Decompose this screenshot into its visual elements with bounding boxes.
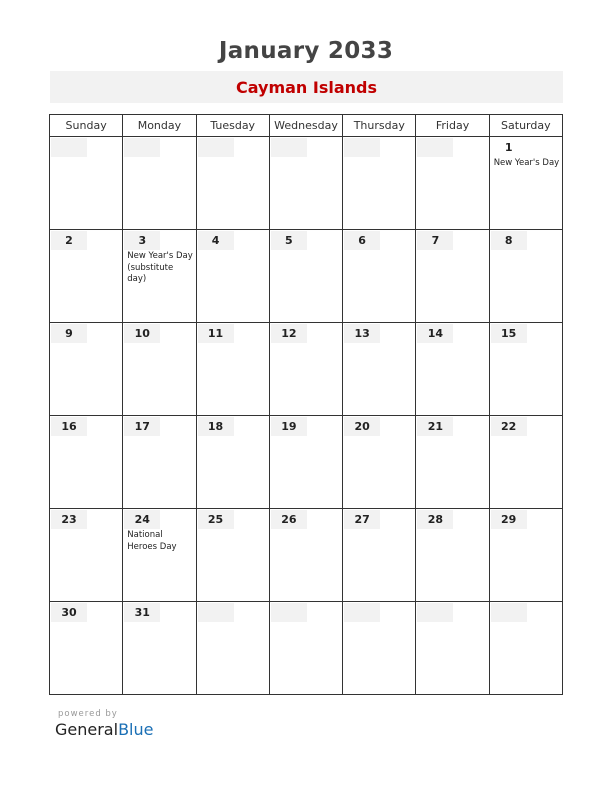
day-cell (123, 323, 196, 416)
day-number: 12 (281, 327, 297, 340)
day-number-box (198, 138, 234, 157)
day-cell (269, 323, 342, 416)
day-number-box (271, 417, 307, 436)
day-number: 5 (285, 234, 293, 247)
day-number-box (417, 603, 453, 622)
day-number-box (124, 417, 160, 436)
day-cell (123, 137, 196, 230)
day-number-box (417, 138, 453, 157)
day-cell (50, 137, 123, 230)
day-number-box (344, 324, 380, 343)
day-number-box (344, 603, 380, 622)
day-number: 2 (65, 234, 73, 247)
day-number: 14 (427, 327, 444, 340)
day-number: 29 (501, 513, 517, 526)
day-number: 31 (134, 606, 150, 619)
day-number-box (271, 231, 307, 250)
day-number-box (344, 510, 380, 529)
day-cell (416, 602, 489, 695)
region-name: Cayman Islands (235, 78, 378, 97)
day-number-box (198, 324, 234, 343)
weekday-thursday: Thursday (343, 115, 416, 137)
weekday-sunday: Sunday (50, 115, 123, 137)
day-number: 7 (431, 234, 440, 247)
day-cell (343, 323, 416, 416)
day-cell (196, 230, 269, 323)
day-cell (50, 509, 123, 602)
day-cell (196, 602, 269, 695)
day-number: 10 (134, 327, 150, 340)
day-number: 11 (207, 327, 224, 340)
day-cell (269, 230, 342, 323)
day-cell (489, 323, 562, 416)
day-number: 17 (134, 420, 150, 433)
day-cell (269, 602, 342, 695)
day-number: 1 (504, 141, 513, 154)
day-number: 27 (354, 513, 370, 526)
day-number: 20 (354, 420, 370, 433)
powered-by-text: powered by (58, 709, 118, 719)
weekday-wednesday: Wednesday (269, 115, 342, 137)
day-cell (123, 509, 196, 602)
day-number-box (124, 603, 160, 622)
day-cell (123, 416, 196, 509)
day-number-box (51, 510, 87, 529)
day-cell (50, 230, 123, 323)
week-row (50, 137, 563, 230)
day-number: 16 (61, 420, 77, 433)
day-cell (416, 323, 489, 416)
day-number-box (51, 231, 87, 250)
day-number-box (51, 324, 87, 343)
day-number-box (271, 324, 307, 343)
day-number: 30 (61, 606, 77, 619)
day-number-box (491, 603, 527, 622)
day-cell (343, 416, 416, 509)
day-number: 3 (138, 234, 147, 247)
day-cell (269, 137, 342, 230)
week-row (50, 602, 563, 695)
day-number-box (51, 603, 87, 622)
day-number-box (417, 510, 453, 529)
day-cell (123, 602, 196, 695)
weekday-monday: Monday (123, 115, 196, 137)
day-number-box (417, 231, 453, 250)
day-number-box (491, 510, 527, 529)
day-number: 19 (281, 420, 297, 433)
day-number-box (271, 510, 307, 529)
day-cell (50, 602, 123, 695)
day-number: 18 (207, 420, 224, 433)
week-row (50, 230, 563, 323)
day-cell (196, 509, 269, 602)
day-number: 22 (501, 420, 517, 433)
day-cell (196, 416, 269, 509)
day-number-box (198, 510, 234, 529)
day-number-box (491, 138, 527, 157)
day-number: 25 (207, 513, 224, 526)
day-number: 23 (61, 513, 77, 526)
day-number-box (198, 417, 234, 436)
footer-branding (55, 709, 153, 739)
day-cell (343, 602, 416, 695)
day-cell (269, 509, 342, 602)
day-cell (50, 416, 123, 509)
day-cell (489, 230, 562, 323)
day-cell (416, 416, 489, 509)
day-number-box (344, 417, 380, 436)
holiday-label: National Heroes Day (127, 530, 177, 552)
day-number: 9 (65, 327, 73, 340)
day-number-box (124, 231, 160, 250)
day-cell (416, 509, 489, 602)
day-cell (489, 137, 562, 230)
day-number-box (51, 417, 87, 436)
weekday-saturday: Saturday (489, 115, 562, 137)
day-number-box (271, 138, 307, 157)
holiday-label: New Year's Day (substitute day) (127, 251, 193, 284)
day-cell (269, 416, 342, 509)
week-row (50, 416, 563, 509)
page-title: January 2033 (218, 38, 394, 64)
day-number-box (417, 324, 453, 343)
weekday-friday: Friday (416, 115, 489, 137)
day-number-box (124, 324, 160, 343)
day-number: 8 (504, 234, 513, 247)
day-number-box (198, 231, 234, 250)
region-banner (50, 71, 563, 103)
day-number: 26 (281, 513, 297, 526)
day-cell (416, 230, 489, 323)
day-number-box (491, 417, 527, 436)
day-number: 6 (358, 234, 366, 247)
day-cell (416, 137, 489, 230)
brand-blue: Blue (118, 720, 154, 739)
generalblue-logo[interactable] (55, 720, 153, 739)
day-number: 28 (427, 513, 444, 526)
weekday-header-row (50, 115, 563, 137)
day-cell (489, 509, 562, 602)
day-number-box (344, 231, 380, 250)
day-number: 24 (134, 513, 150, 526)
day-number-box (491, 231, 527, 250)
calendar-grid (49, 114, 563, 695)
day-cell (489, 416, 562, 509)
day-number-box (124, 138, 160, 157)
day-cell (343, 137, 416, 230)
day-cell (343, 230, 416, 323)
day-cell (489, 602, 562, 695)
day-cell (50, 323, 123, 416)
day-number: 15 (501, 327, 517, 340)
day-number-box (51, 138, 87, 157)
week-row (50, 509, 563, 602)
day-cell (196, 137, 269, 230)
day-number-box (491, 324, 527, 343)
week-row (50, 323, 563, 416)
day-cell (343, 509, 416, 602)
day-cell (123, 230, 196, 323)
day-number-box (417, 417, 453, 436)
day-number: 4 (211, 234, 220, 247)
day-number: 21 (427, 420, 444, 433)
day-number-box (124, 510, 160, 529)
day-number-box (344, 138, 380, 157)
weekday-tuesday: Tuesday (196, 115, 269, 137)
day-number: 13 (354, 327, 370, 340)
day-number-box (198, 603, 234, 622)
day-cell (196, 323, 269, 416)
holiday-label: New Year's Day (493, 158, 560, 168)
brand-general: General (55, 720, 119, 739)
day-number-box (271, 603, 307, 622)
